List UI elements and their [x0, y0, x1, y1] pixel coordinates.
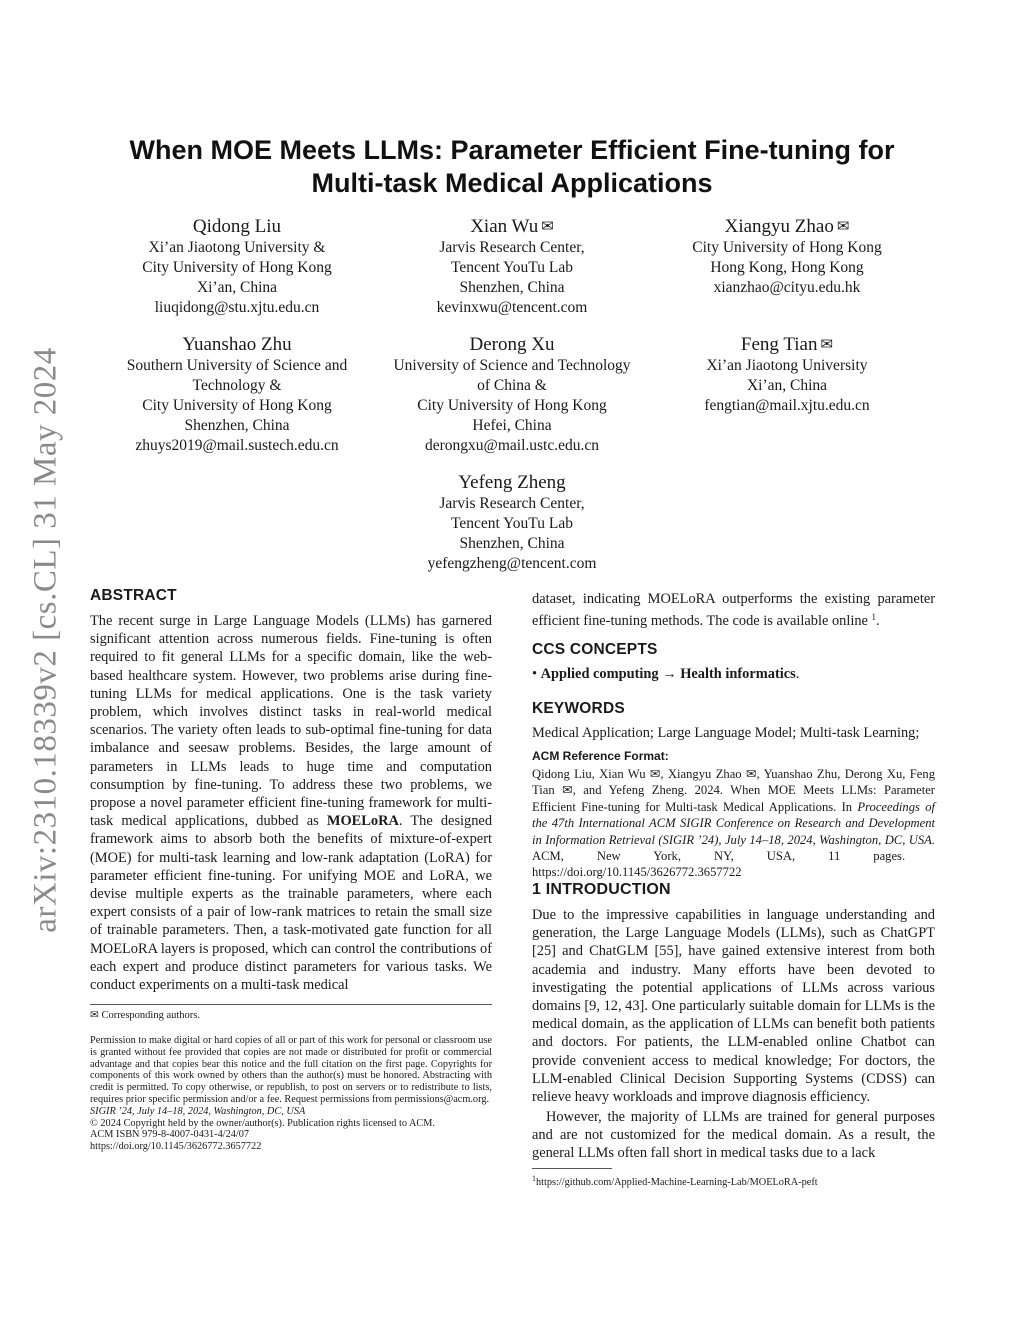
author-location: Xi’an, China [196, 279, 278, 296]
author-name: Yefeng Zheng [458, 472, 566, 493]
abstract-body: The recent surge in Large Language Models (LLMs) has garnered significant attention across numerous fields. Fine-tuning is often required to fit general LLMs for a specific domain, like the web-based healthcare system. However, two problems arise during fine-tuning LLMs for medical applications. One is the task variety problem, which involves distinct tasks in real-world medical scenarios. The variety often leads to sub-optimal fine-tuning for data imbalance and seesaw problems. Besides, the large amount of parameters in LLMs leads to huge time and computation consumption by fine-tuning. To address these two problems, we propose a novel parameter efficient fine-tuning framework for multi-task medical applications, dubbed as MOELoRA. The designed framework aims to absorb both the benefits of mixture-of-expert (MOE) for multi-task learning and low-rank adaptation (LoRA) for parameter efficient fine-tuning. For unifying MOE and LoRA, we devise multiple experts as the trainable parameters, where each expert consists of a pair of low-rank matrices to retain the small size of trainable parameters. Then, a task-motivated gate function for all MOELoRA layers is proposed, which can control the contributions of each expert and produce distinct parameters for various tasks. We conduct experiments on a multi-task medical [90, 613, 493, 994]
author-email[interactable]: liuqidong@stu.xjtu.edu.cn [154, 299, 320, 316]
author-block [692, 216, 881, 298]
author-affiliation: Jarvis Research Center, [439, 495, 585, 512]
author-affiliation: City University of Hong Kong [417, 397, 607, 414]
author-name: Xiangyu Zhao ✉ [724, 216, 850, 237]
author-email[interactable]: xianzhao@cityu.edu.hk [713, 279, 861, 296]
intro-paragraph-1: Due to the impressive capabilities in language understanding and generation, the Large Language Models (LLMs), such as ChatGPT [25] and ChatGLM [55], have gained extensive interest from both academia and industry. Many efforts have been devoted to investigating the potential applications of LLMs across various domains [9, 12, 43]. One particularly suitable domain for LLMs is the medical domain, as the application of LLMs can benefit both patients and doctors. For patients, the LLM-enabled online Chatbot can provide convenient access to medical knowledge; For doctors, the LLM-enabled Clinical Decision Supporting Systems (CDSS) can relieve heavy workloads and improve diagnosis efficiency. [532, 907, 935, 1106]
envelope-icon: ✉ [90, 1010, 99, 1021]
abstract-continued: dataset, indicating MOELoRA outperforms the existing parameter efficient fine-tuning methods. The code is available online $^1$. [532, 591, 935, 630]
author-affiliation: Xi’an Jiaotong University & [148, 239, 326, 256]
author-block [127, 334, 347, 456]
author-affiliation: City University of Hong Kong [692, 239, 882, 256]
acm-ref-label: ACM Reference Format: [532, 749, 669, 763]
author-email[interactable]: zhuys2019@mail.sustech.edu.cn [135, 437, 339, 454]
intro-heading: 1 INTRODUCTION [532, 881, 671, 898]
author-affiliation: Xi’an Jiaotong University [706, 357, 868, 374]
footnote-divider [90, 1004, 492, 1005]
author-affiliation: of China & [477, 377, 547, 394]
author-affiliation: Tencent YouTu Lab [451, 259, 573, 276]
author-name: Yuanshao Zhu [182, 334, 292, 355]
author-email[interactable]: derongxu@mail.ustc.edu.cn [425, 437, 599, 454]
author-location: Hong Kong, Hong Kong [710, 259, 864, 276]
envelope-icon: ✉ [836, 219, 850, 235]
author-block [142, 216, 331, 318]
author-name: Feng Tian ✉ [740, 334, 834, 355]
keywords-text: Medical Application; Large Language Model; Multi-task Learning; [532, 725, 920, 741]
title-line-1: When MOE Meets LLMs: Parameter Efficient Fine-tuning for [129, 135, 895, 165]
author-location: Shenzhen, China [459, 535, 565, 552]
ccs-concepts: • Applied computing → Health informatics. [532, 666, 800, 682]
author-affiliation: Tencent YouTu Lab [451, 515, 573, 532]
isbn-line: ACM ISBN 979-8-4007-0431-4/24/07 [90, 1129, 250, 1141]
author-email[interactable]: fengtian@mail.xjtu.edu.cn [704, 397, 870, 414]
author-affiliation: Southern University of Science and [126, 357, 348, 374]
copyright-line: © 2024 Copyright held by the owner/author(s). Publication rights licensed to ACM. [90, 1117, 436, 1129]
corresponding-note: ✉ Corresponding authors. [90, 1010, 201, 1021]
doi-link[interactable]: https://doi.org/10.1145/3626772.3657722 [90, 1141, 262, 1153]
author-block [437, 216, 588, 318]
author-name: Qidong Liu [192, 216, 282, 237]
footnote-marker[interactable]: 1 [871, 612, 877, 623]
author-name: Derong Xu [469, 334, 555, 355]
author-name: Xian Wu ✉ [470, 216, 554, 237]
footnote [532, 1173, 934, 1189]
keywords-heading: KEYWORDS [532, 700, 625, 717]
github-link[interactable]: https://github.com/Applied-Machine-Learning-Lab/MOELoRA-peft [536, 1177, 818, 1188]
author-affiliation: City University of Hong Kong [142, 397, 332, 414]
permission-text: Permission to make digital or hard copies of all or part of this work for personal or classroom use is granted without fee provided that copies are not made or distributed for profit or commercial advantage and that copies bear this notice and the full citation on the first page. Copyrights for components of this work owned by others than the author(s) must be honored. Abstracting with credit is permitted. To copy otherwise, or republish, to post on servers or to redistribute to lists, requires prior specific permission and/or a fee. Request permissions from permissions@acm.org. [90, 1035, 492, 1105]
acm-ref-body: Qidong Liu, Xian Wu ✉, Xiangyu Zhao ✉, Yuanshao Zhu, Derong Xu, Feng Tian ✉, and Yefeng Zheng. 2024. When MOE Meets LLMs: Parameter Efficient Fine-tuning for Multi-task Medical Applications. In Proceedings of the 47th International ACM SIGIR Conference on Research and Development in Information Retrieval (SIGIR ’24), July 14–18, 2024, Washington, DC, USA. ACM, New York, NY, USA, 11 pages. https://doi.org/10.1145/3626772.3657722 [532, 767, 935, 880]
author-location: Shenzhen, China [459, 279, 565, 296]
author-email[interactable]: kevinxwu@tencent.com [436, 299, 588, 316]
permission-block [90, 1035, 492, 1153]
arxiv-side-stamp: arXiv:2310.18339v2 [cs.CL] 31 May 2024 [27, 347, 64, 933]
venue-line: SIGIR ’24, July 14–18, 2024, Washington, DC, USA [90, 1105, 306, 1117]
envelope-icon: ✉ [820, 337, 834, 353]
author-location: Hefei, China [472, 417, 552, 434]
method-name: MOELoRA [326, 813, 399, 830]
paper-title [90, 134, 934, 200]
author-block [393, 334, 630, 456]
envelope-icon: ✉ [541, 219, 554, 235]
ccs-heading: CCS CONCEPTS [532, 641, 658, 658]
author-block [428, 472, 597, 574]
author-affiliation: Jarvis Research Center, [439, 239, 585, 256]
author-location: Shenzhen, China [184, 417, 290, 434]
author-affiliation: Technology & [192, 377, 282, 394]
intro-paragraph-2: However, the majority of LLMs are trained for general purposes and are not customized for the medical domain. As a result, the general LLMs often fall short in medical tasks due to a lack [532, 1109, 935, 1162]
title-line-2: Multi-task Medical Applications [311, 168, 713, 198]
abstract-heading: ABSTRACT [90, 587, 177, 604]
footnote-number: 1 [532, 1174, 536, 1183]
footnote-rule [532, 1168, 612, 1169]
author-affiliation: City University of Hong Kong [142, 259, 332, 276]
author-block [704, 334, 869, 416]
author-affiliation: University of Science and Technology [393, 357, 631, 374]
author-location: Xi’an, China [746, 377, 828, 394]
author-email[interactable]: yefengzheng@tencent.com [427, 555, 597, 572]
